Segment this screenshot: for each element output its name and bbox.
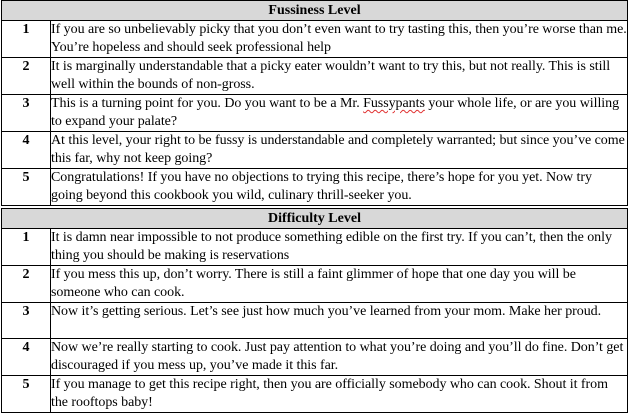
- difficulty-level-table: [1, 208, 628, 413]
- spellcheck-flagged-word: Fussypants: [363, 96, 425, 111]
- fussiness-level-description: [51, 95, 628, 132]
- difficulty-row-3: [2, 303, 628, 339]
- difficulty-level-description: It is damn near impossible to not produce something edible on the first try. If you can’t, then the only thing you should be making is reservations: [51, 229, 628, 266]
- difficulty-level-number: 5: [2, 376, 51, 413]
- difficulty-level-number: 3: [2, 303, 51, 339]
- fussiness-table-title: Fussiness Level: [2, 1, 628, 21]
- fussiness-level-description: It is marginally understandable that a picky eater wouldn’t want to try this, but not really. This is still well within the bounds of non-gross.: [51, 58, 628, 95]
- difficulty-level-description: If you mess this up, don’t worry. There is still a faint glimmer of hope that one day you will be someone who can cook.: [51, 266, 628, 303]
- difficulty-level-number: 2: [2, 266, 51, 303]
- difficulty-level-description: Now it’s getting serious. Let’s see just how much you’ve learned from your mom. Make her proud.: [51, 303, 628, 339]
- fussiness-level-number: 1: [2, 21, 51, 58]
- fussiness-row-3: [2, 95, 628, 132]
- difficulty-row-4: [2, 339, 628, 376]
- difficulty-table-title: Difficulty Level: [2, 209, 628, 229]
- difficulty-level-number: 4: [2, 339, 51, 376]
- fussiness-row-4: [2, 132, 628, 169]
- fussiness-row-5: [2, 169, 628, 206]
- fussiness-level-description: Congratulations! If you have no objections to trying this recipe, there’s hope for you yet. Now try going beyond this cookbook you wild, culinary thrill-seeker you.: [51, 169, 628, 206]
- difficulty-row-1: [2, 229, 628, 266]
- fussiness-level-number: 4: [2, 132, 51, 169]
- difficulty-level-number: 1: [2, 229, 51, 266]
- difficulty-row-5: [2, 376, 628, 413]
- fussiness-level-number: 2: [2, 58, 51, 95]
- difficulty-row-2: [2, 266, 628, 303]
- fussiness-level-number: 3: [2, 95, 51, 132]
- difficulty-level-description: Now we’re really starting to cook. Just pay attention to what you’re doing and you’ll do fine. Don’t get discouraged if you mess up, you’ve made it this far.: [51, 339, 628, 376]
- fussiness-level-number: 5: [2, 169, 51, 206]
- description-text-start: This is a turning point for you. Do you want to be a Mr.: [51, 96, 364, 111]
- fussiness-level-table: [1, 0, 628, 206]
- difficulty-title-row: [2, 209, 628, 229]
- fussiness-row-2: [2, 58, 628, 95]
- fussiness-title-row: [2, 1, 628, 21]
- fussiness-row-1: [2, 21, 628, 58]
- description-text-end: your whole life, or are you willing to expand your palate?: [51, 96, 620, 129]
- fussiness-level-description: At this level, your right to be fussy is understandable and completely warranted; but since you’ve come this far, why not keep going?: [51, 132, 628, 169]
- fussiness-level-description: If you are so unbelievably picky that you don’t even want to try tasting this, then you’re worse than me. You’re hopeless and should seek professional help: [51, 21, 628, 58]
- difficulty-level-description: If you manage to get this recipe right, then you are officially somebody who can cook. Shout it from the rooftops baby!: [51, 376, 628, 413]
